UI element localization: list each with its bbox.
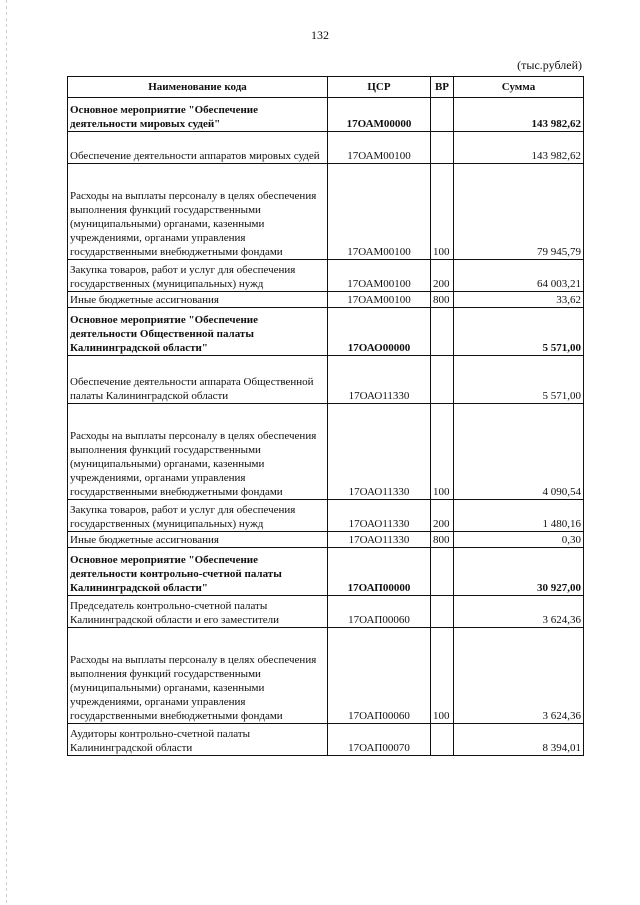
cell-csr: 17ОАО00000 (328, 308, 431, 356)
header-sum: Сумма (454, 77, 584, 98)
cell-sum: 1 480,16 (454, 500, 584, 532)
cell-csr: 17ОАО11330 (328, 356, 431, 404)
table-row (68, 292, 584, 308)
cell-name: Председатель контрольно-счетной палаты Калининградской области и его заместители (68, 596, 328, 628)
cell-csr: 17ОАП00070 (328, 724, 431, 756)
cell-csr: 17ОАМ00100 (328, 260, 431, 292)
cell-vr (431, 596, 454, 628)
table-row (68, 628, 584, 724)
cell-name: Расходы на выплаты персоналу в целях обеспечения выполнения функций государственными (муниципальными) органами, казенными учреждениями, органами управления государственными внебюджетными фондами (68, 628, 328, 724)
table-row (68, 132, 584, 164)
cell-csr: 17ОАП00060 (328, 628, 431, 724)
table-header-row (68, 77, 584, 98)
cell-vr (431, 308, 454, 356)
cell-sum: 64 003,21 (454, 260, 584, 292)
cell-csr: 17ОАМ00100 (328, 292, 431, 308)
cell-vr (431, 98, 454, 132)
cell-csr: 17ОАМ00100 (328, 132, 431, 164)
cell-vr: 100 (431, 628, 454, 724)
cell-sum: 5 571,00 (454, 308, 584, 356)
cell-vr: 800 (431, 532, 454, 548)
cell-name: Основное мероприятие "Обеспечение деятельности Общественной палаты Калининградской области" (68, 308, 328, 356)
cell-sum: 143 982,62 (454, 98, 584, 132)
cell-name: Основное мероприятие "Обеспечение деятельности мировых судей" (68, 98, 328, 132)
cell-name: Иные бюджетные ассигнования (68, 292, 328, 308)
cell-name: Основное мероприятие "Обеспечение деятельности контрольно-счетной палаты Калининградской области" (68, 548, 328, 596)
cell-sum: 8 394,01 (454, 724, 584, 756)
cell-sum: 5 571,00 (454, 356, 584, 404)
table-row (68, 500, 584, 532)
cell-sum: 4 090,54 (454, 404, 584, 500)
table-row (68, 532, 584, 548)
cell-csr: 17ОАП00000 (328, 548, 431, 596)
cell-csr: 17ОАМ00000 (328, 98, 431, 132)
cell-name: Обеспечение деятельности аппарата Общественной палаты Калининградской области (68, 356, 328, 404)
cell-sum: 143 982,62 (454, 132, 584, 164)
cell-sum: 0,30 (454, 532, 584, 548)
cell-name: Аудиторы контрольно-счетной палаты Калининградской области (68, 724, 328, 756)
table-row (68, 308, 584, 356)
cell-csr: 17ОАО11330 (328, 532, 431, 548)
cell-vr: 200 (431, 500, 454, 532)
table-row (68, 548, 584, 596)
table-row (68, 356, 584, 404)
table-body (68, 98, 584, 756)
cell-vr (431, 724, 454, 756)
cell-vr (431, 548, 454, 596)
header-name: Наименование кода (68, 77, 328, 98)
budget-table (67, 76, 584, 756)
cell-vr: 800 (431, 292, 454, 308)
table-row (68, 596, 584, 628)
cell-sum: 30 927,00 (454, 548, 584, 596)
cell-csr: 17ОАП00060 (328, 596, 431, 628)
cell-vr (431, 132, 454, 164)
cell-name: Расходы на выплаты персоналу в целях обеспечения выполнения функций государственными (муниципальными) органами, казенными учреждениями, органами управления государственными внебюджетными фондами (68, 404, 328, 500)
cell-sum: 3 624,36 (454, 628, 584, 724)
header-csr: ЦСР (328, 77, 431, 98)
cell-vr: 100 (431, 164, 454, 260)
cell-csr: 17ОАМ00100 (328, 164, 431, 260)
table-row (68, 98, 584, 132)
cell-name: Иные бюджетные ассигнования (68, 532, 328, 548)
cell-name: Обеспечение деятельности аппаратов мировых судей (68, 132, 328, 164)
table-row (68, 164, 584, 260)
cell-name: Закупка товаров, работ и услуг для обеспечения государственных (муниципальных) нужд (68, 260, 328, 292)
cell-name: Расходы на выплаты персоналу в целях обеспечения выполнения функций государственными (муниципальными) органами, казенными учреждениями, органами управления государственными внебюджетными фондами (68, 164, 328, 260)
table-row (68, 724, 584, 756)
cell-csr: 17ОАО11330 (328, 500, 431, 532)
cell-vr: 100 (431, 404, 454, 500)
units-note: (тыс.рублей) (517, 58, 582, 72)
table-row (68, 404, 584, 500)
cell-vr: 200 (431, 260, 454, 292)
scan-edge-marks (6, 0, 7, 905)
header-vr: ВР (431, 77, 454, 98)
cell-sum: 3 624,36 (454, 596, 584, 628)
cell-csr: 17ОАО11330 (328, 404, 431, 500)
cell-sum: 79 945,79 (454, 164, 584, 260)
cell-sum: 33,62 (454, 292, 584, 308)
table-row (68, 260, 584, 292)
cell-name: Закупка товаров, работ и услуг для обеспечения государственных (муниципальных) нужд (68, 500, 328, 532)
cell-vr (431, 356, 454, 404)
page-number: 132 (311, 28, 329, 42)
